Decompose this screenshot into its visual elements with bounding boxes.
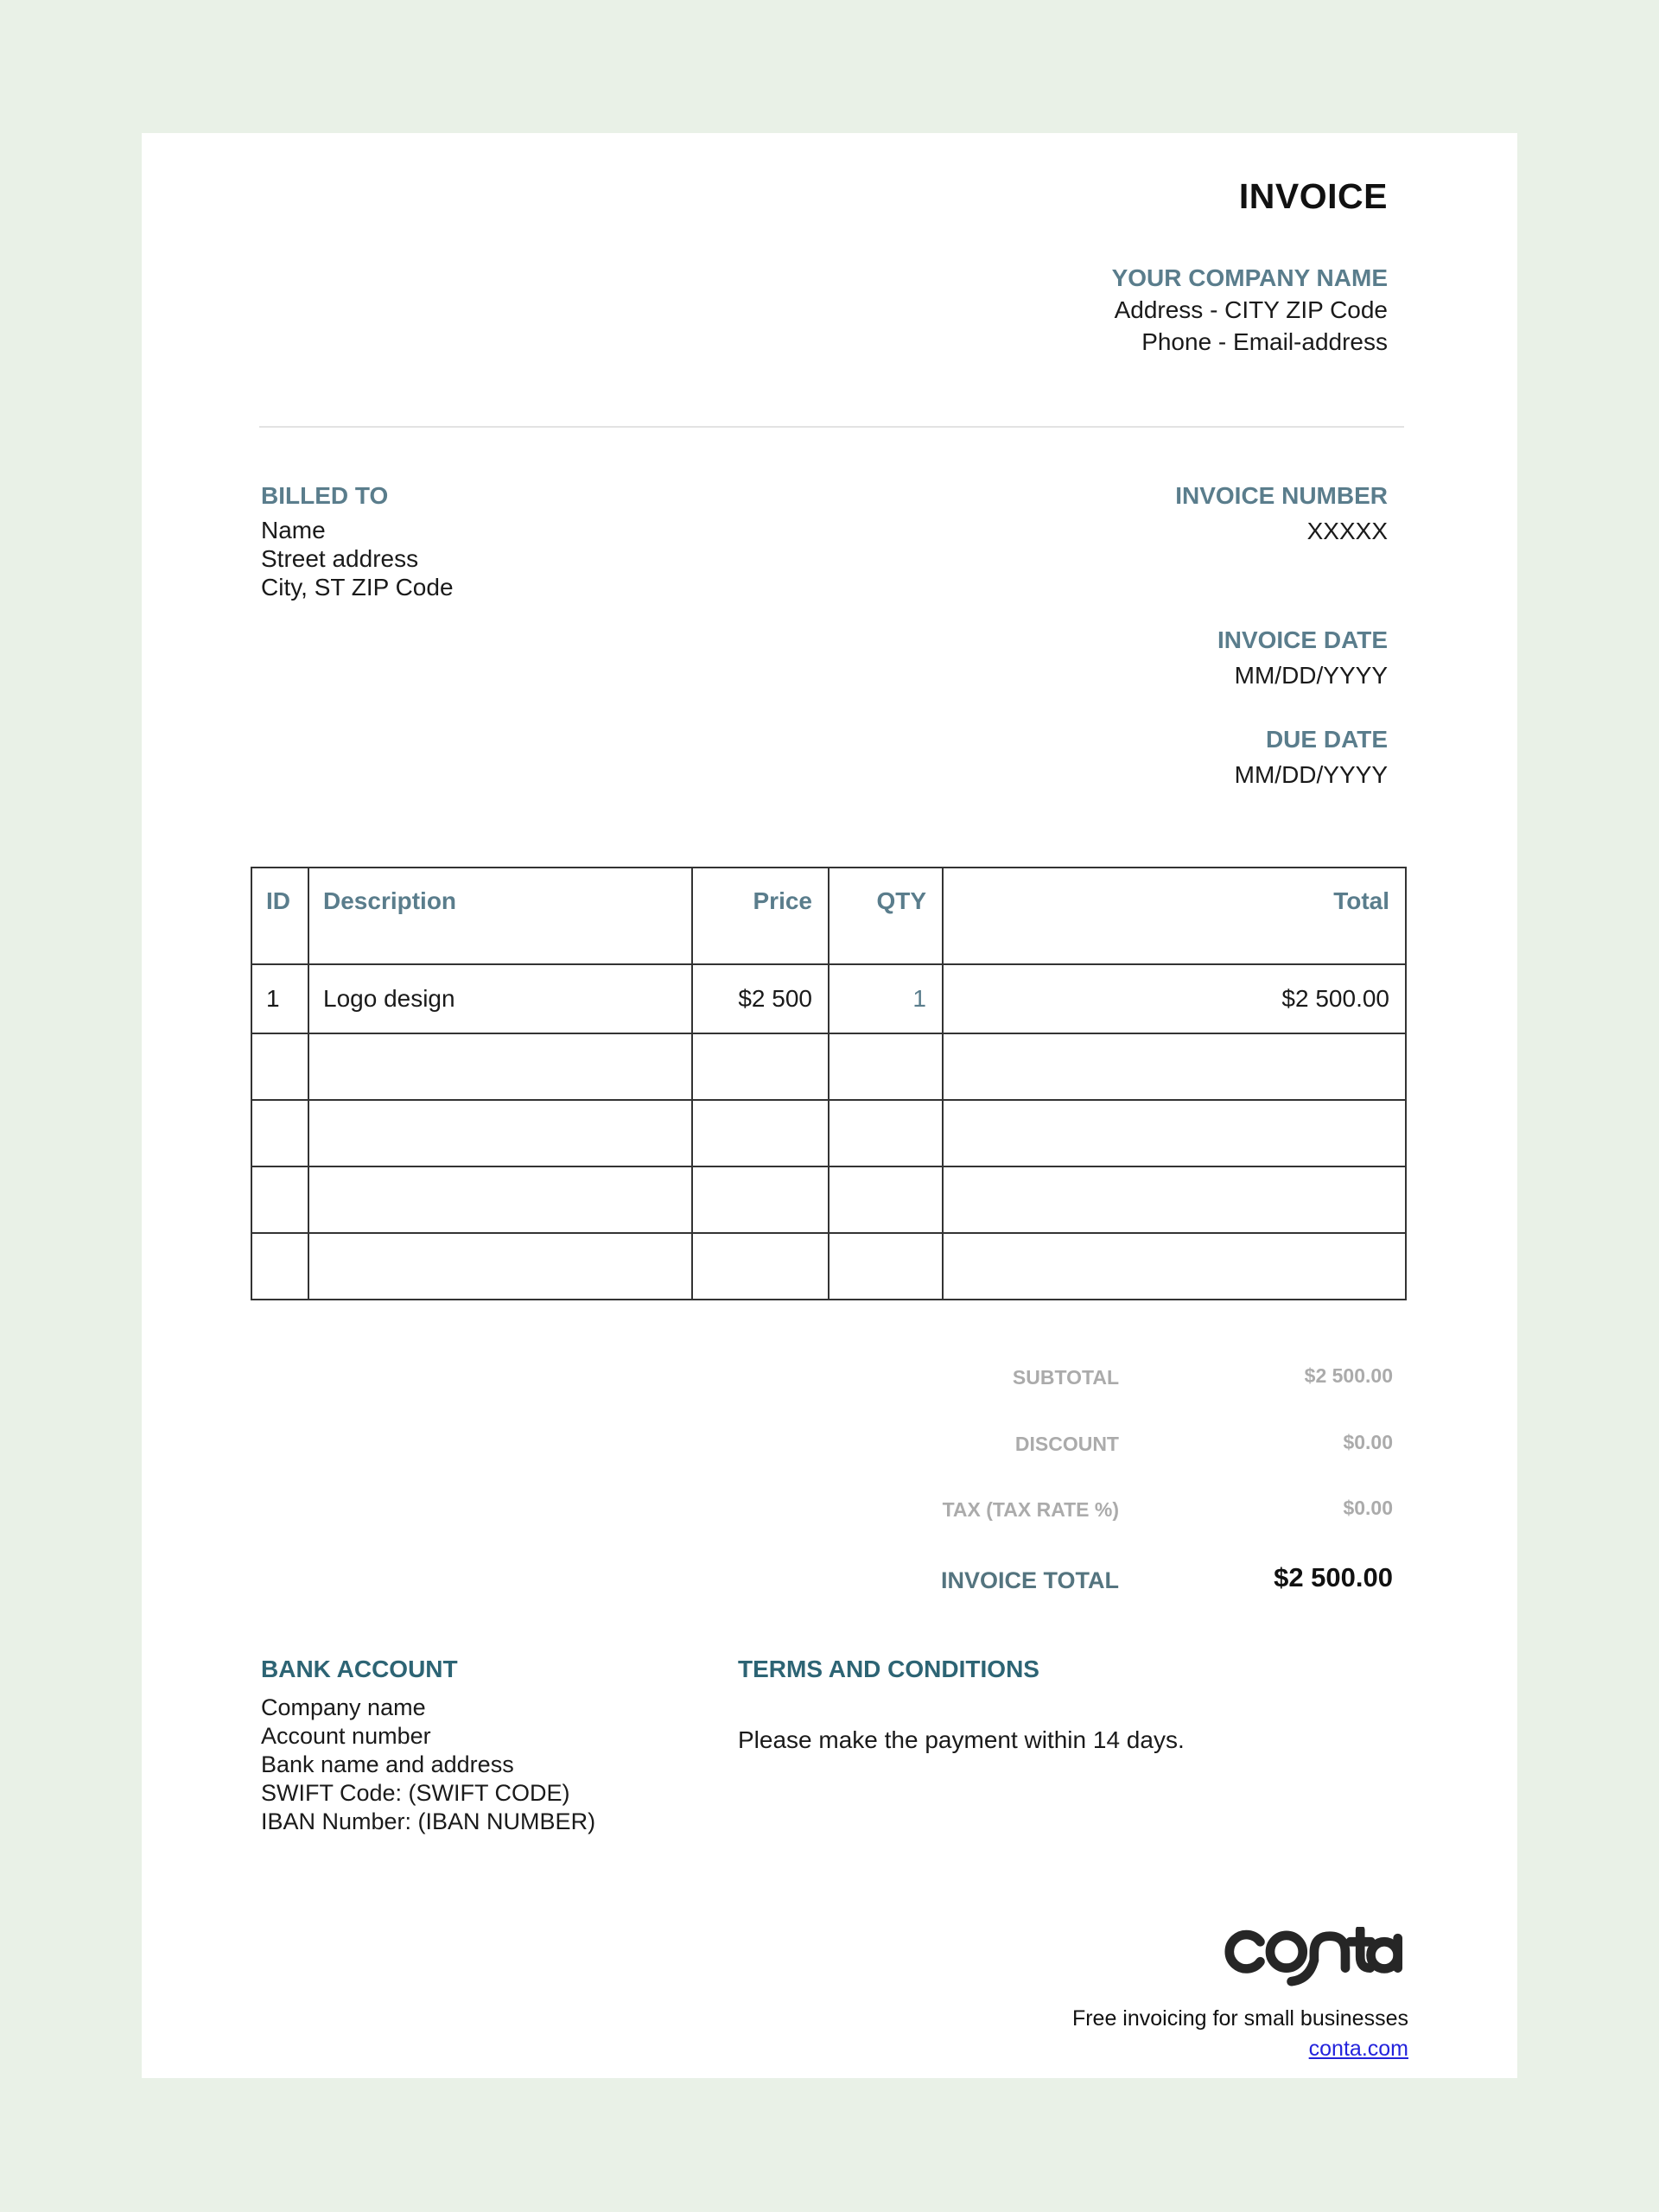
item-qty-cell [829, 1033, 943, 1100]
bank-iban-number: IBAN Number: (IBAN NUMBER) [261, 1808, 596, 1834]
conta-logo [1223, 1927, 1408, 1991]
bank-account-block [261, 1656, 595, 1836]
col-header-id: ID [251, 868, 308, 964]
company-contact: Phone - Email-address [1141, 328, 1388, 355]
tax-label: TAX (TAX RATE %) [942, 1498, 1119, 1521]
item-total-cell [943, 1100, 1406, 1166]
col-header-price: Price [692, 868, 829, 964]
billed-to-street: Street address [261, 545, 419, 572]
company-address: Address - CITY ZIP Code [1114, 296, 1388, 323]
bank-account-heading: BANK ACCOUNT [261, 1656, 458, 1682]
header-divider [259, 426, 1404, 428]
billed-to-block [261, 482, 454, 601]
item-description-cell [308, 1166, 692, 1233]
billed-to-name: Name [261, 517, 326, 543]
item-description-cell [308, 1100, 692, 1166]
item-description-cell [308, 1033, 692, 1100]
item-total-cell: $2 500.00 [943, 964, 1406, 1033]
billed-to-heading: BILLED TO [261, 482, 389, 509]
item-id-cell [251, 1100, 308, 1166]
invoice-total-value: $2 500.00 [1274, 1562, 1393, 1592]
conta-logo-icon [1223, 1927, 1408, 1986]
item-description-cell: Logo design [308, 964, 692, 1033]
invoice-date-label: INVOICE DATE [1217, 626, 1388, 653]
due-date-label: DUE DATE [1265, 726, 1388, 753]
bank-swift-code: SWIFT Code: (SWIFT CODE) [261, 1780, 570, 1806]
invoice-title: INVOICE [1238, 176, 1388, 216]
item-id-cell [251, 1033, 308, 1100]
due-date-block [1235, 726, 1388, 789]
invoice-page [142, 133, 1517, 2078]
discount-label: DISCOUNT [1014, 1433, 1119, 1455]
company-block [1112, 262, 1388, 358]
items-header-row [251, 868, 1406, 964]
item-row [251, 1033, 1406, 1100]
discount-value: $0.00 [1343, 1431, 1393, 1453]
subtotal-label: SUBTOTAL [1012, 1366, 1119, 1389]
item-price-cell [692, 1033, 829, 1100]
tax-value: $0.00 [1343, 1497, 1393, 1519]
invoice-number-block [1175, 482, 1388, 545]
item-qty-cell: 1 [829, 964, 943, 1033]
conta-link[interactable]: conta.com [1308, 2037, 1408, 2061]
item-total-cell [943, 1033, 1406, 1100]
item-row [251, 1100, 1406, 1166]
billed-to-city: City, ST ZIP Code [261, 574, 454, 601]
item-id-cell: 1 [251, 964, 308, 1033]
item-row [251, 964, 1406, 1033]
bank-company-name: Company name [261, 1694, 426, 1720]
item-price-cell [692, 1100, 829, 1166]
invoice-total-label: INVOICE TOTAL [940, 1567, 1119, 1593]
item-id-cell [251, 1166, 308, 1233]
items-table [251, 867, 1407, 1300]
item-row [251, 1166, 1406, 1233]
item-total-cell [943, 1166, 1406, 1233]
invoice-date-value: MM/DD/YYYY [1234, 662, 1388, 689]
item-id-cell [251, 1233, 308, 1300]
company-name: YOUR COMPANY NAME [1111, 264, 1388, 291]
terms-heading: TERMS AND CONDITIONS [738, 1656, 1039, 1682]
invoice-number-value: XXXXX [1306, 518, 1388, 544]
footer-block [1072, 1927, 1408, 2062]
invoice-number-label: INVOICE NUMBER [1175, 482, 1388, 509]
item-price-cell [692, 1233, 829, 1300]
subtotal-value: $2 500.00 [1304, 1364, 1393, 1387]
col-header-qty: QTY [829, 868, 943, 964]
item-row [251, 1233, 1406, 1300]
terms-block [738, 1656, 1185, 1754]
bank-name-address: Bank name and address [261, 1751, 514, 1777]
col-header-description: Description [308, 868, 692, 964]
item-price-cell [692, 1166, 829, 1233]
terms-text: Please make the payment within 14 days. [738, 1726, 1185, 1753]
item-price-cell: $2 500 [692, 964, 829, 1033]
bank-account-number: Account number [261, 1723, 431, 1749]
footer-tagline: Free invoicing for small businesses [1071, 2006, 1408, 2031]
item-qty-cell [829, 1233, 943, 1300]
col-header-total: Total [943, 868, 1406, 964]
item-qty-cell [829, 1166, 943, 1233]
invoice-date-block [1217, 626, 1388, 690]
item-qty-cell [829, 1100, 943, 1166]
item-total-cell [943, 1233, 1406, 1300]
due-date-value: MM/DD/YYYY [1234, 761, 1388, 788]
item-description-cell [308, 1233, 692, 1300]
